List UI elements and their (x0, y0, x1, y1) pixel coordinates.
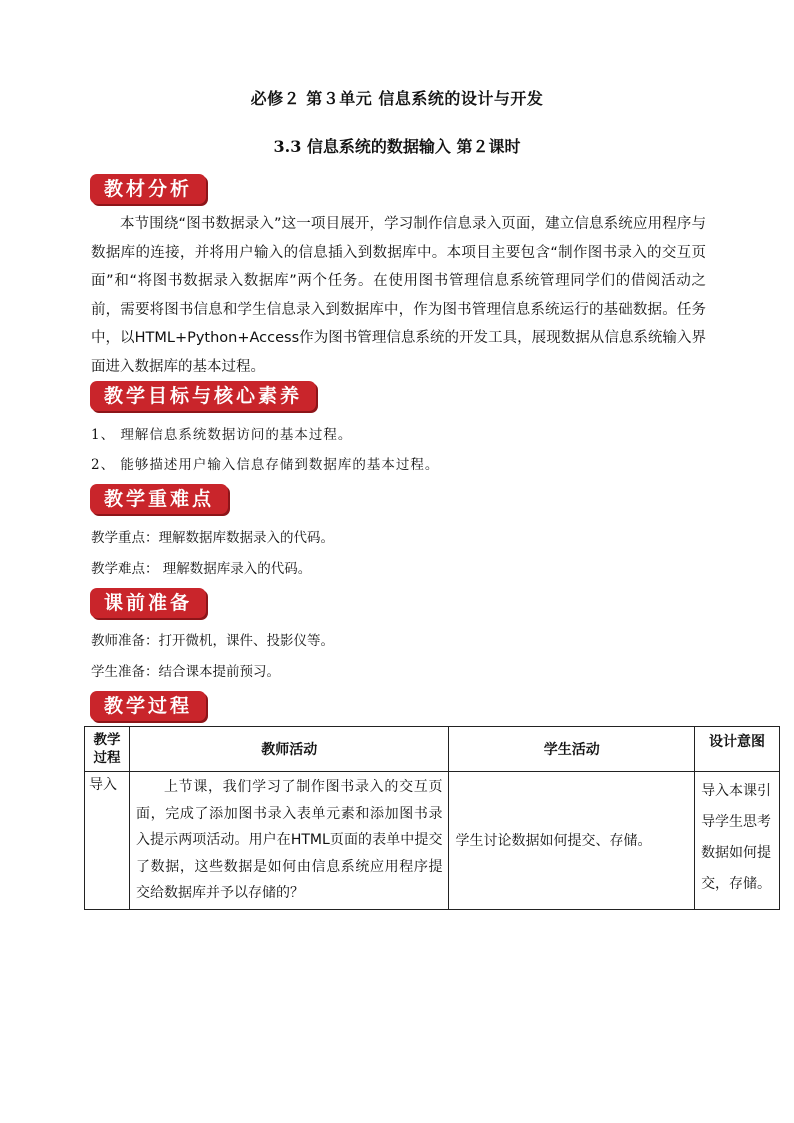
row-student-activity: 学生讨论数据如何提交、存储。 (449, 772, 695, 910)
section-banner-prep: 课前准备 (90, 588, 206, 618)
header-stage (85, 727, 130, 772)
header-teacher-activity: 教师活动 (129, 727, 449, 772)
goal-item-2: 2、 能够描述用户输入信息存储到数据库的基本过程。 (91, 457, 440, 473)
row-stage: 导入 (85, 772, 130, 910)
header-stage-line1: 教学 (93, 732, 121, 748)
table-header-row (85, 727, 780, 772)
header-stage-line2: 过程 (93, 750, 121, 766)
row-design-intent: 导入本课引导学生思考数据如何提交，存储。 (695, 772, 780, 910)
key-focus: 教学重点：理解数据库数据录入的代码。 (91, 530, 334, 546)
prep-teacher: 教师准备：打开微机，课件、投影仪等。 (91, 633, 334, 649)
section-banner-goals: 教学目标与核心素养 (90, 381, 316, 411)
goal-item-1: 1、 理解信息系统数据访问的基本过程。 (91, 427, 353, 443)
section-banner-process: 教学过程 (90, 691, 206, 721)
lesson-subtitle: 3.3 信息系统的数据输入 第２课时 (273, 137, 521, 156)
document-title: 必修２ 第３单元 信息系统的设计与开发 (250, 89, 544, 108)
section-banner-analysis: 教材分析 (90, 174, 206, 204)
row-teacher-activity: 上节课，我们学习了制作图书录入的交互页面，完成了添加图书录入表单元素和添加图书录入提示两项活动。用户在HTML页面的表单中提交了数据，这些数据是如何由信息系统应用程序提交给数据库并予以存储的？ (129, 772, 449, 910)
table-row (85, 772, 780, 910)
header-design-intent: 设计意图 (695, 727, 780, 772)
header-student-activity: 学生活动 (449, 727, 695, 772)
key-difficulty: 教学难点： 理解数据库录入的代码。 (91, 561, 312, 577)
section-banner-key-points: 教学重难点 (90, 484, 228, 514)
teaching-process-table (84, 726, 780, 910)
prep-student: 学生准备：结合课本提前预习。 (91, 664, 280, 680)
analysis-paragraph: 本节围绕“图书数据录入”这一项目展开，学习制作信息录入页面，建立信息系统应用程序与数据库的连接，并将用户输入的信息插入到数据库中。本项目主要包含“制作图书录入的交互页面”和“将图书数据录入数据库”两个任务。在使用图书管理信息系统管理同学们的借阅活动之前，需要将图书信息和学生信息录入到数据库中，作为图书管理信息系统运行的基础数据。任务中，以HTML+Python+Access作为图书管理信息系统的开发工具，展现数据从信息系统输入界面进入数据库的基本过程。 (91, 216, 706, 375)
